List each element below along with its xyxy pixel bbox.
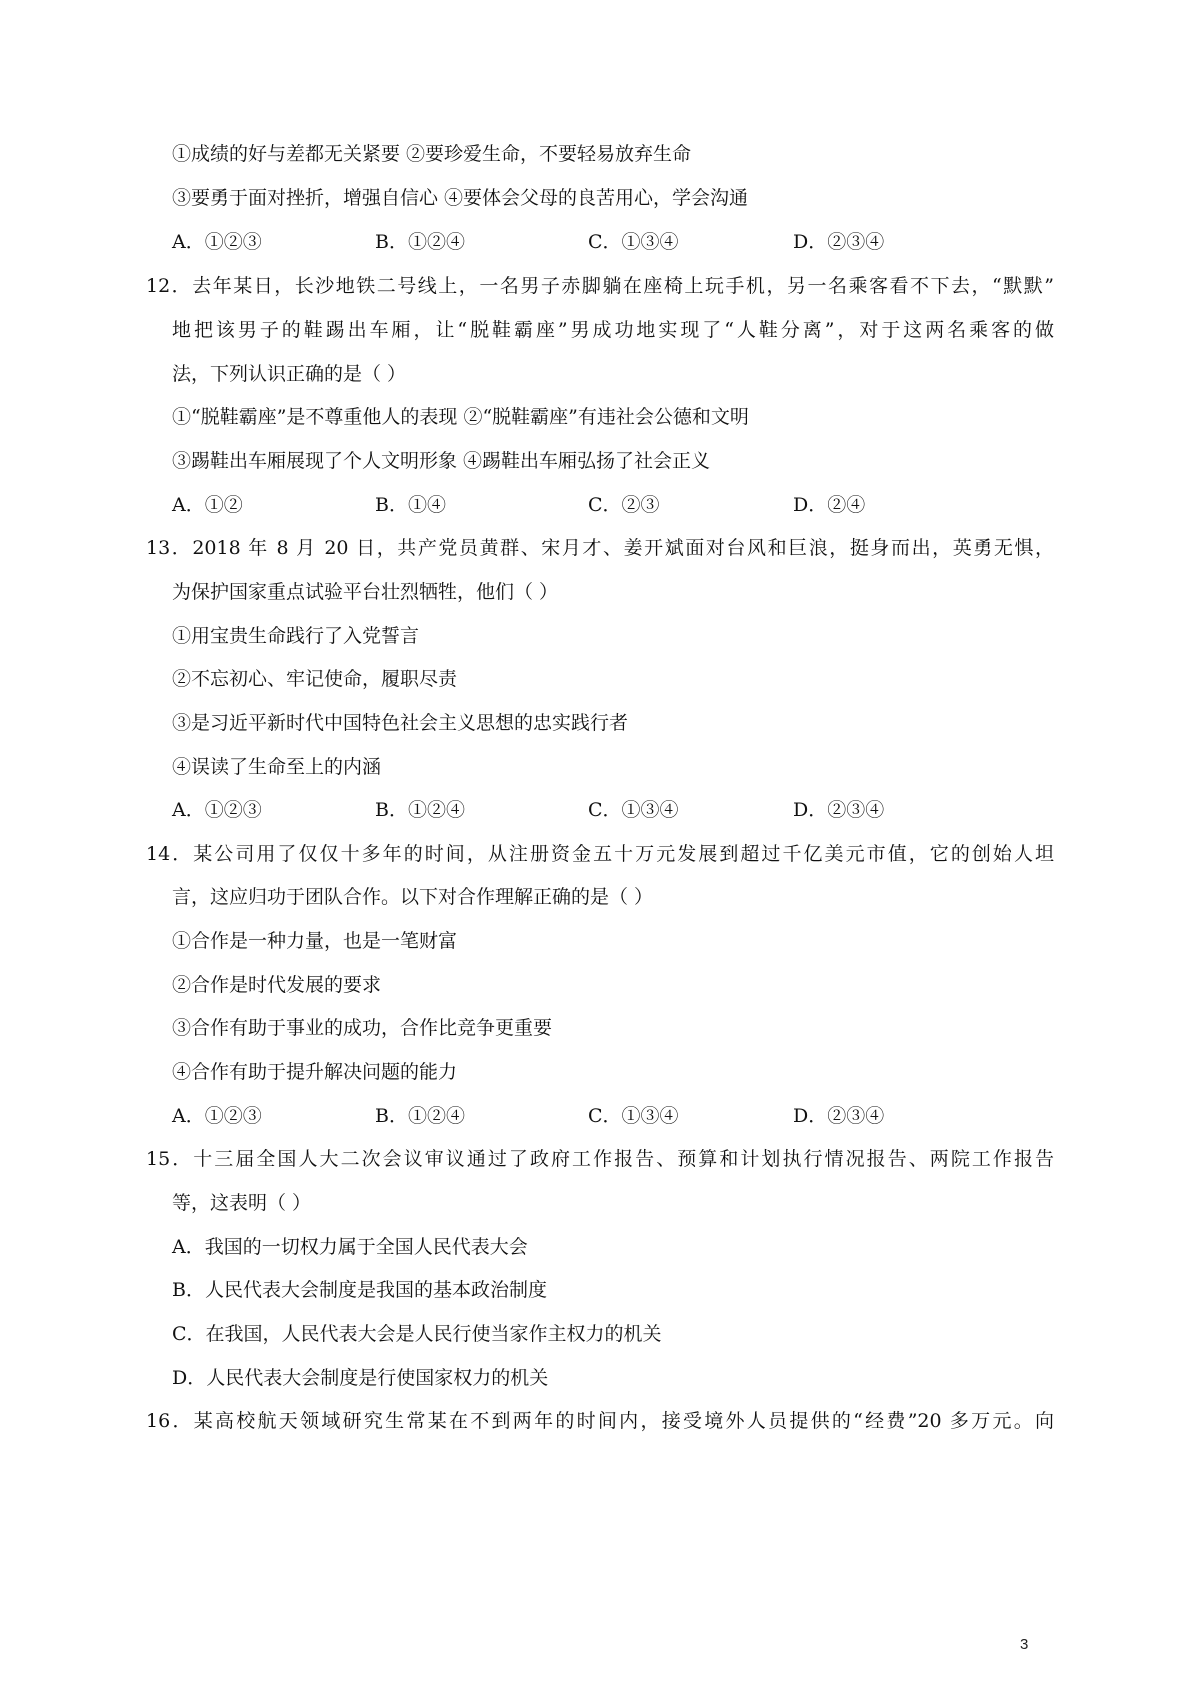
q11-option-c: C．①③④: [588, 231, 679, 253]
q11-option-d: D．②③④: [793, 231, 885, 253]
q14-option-a: A．①②③: [172, 1105, 262, 1127]
q12-stem-1: 12．去年某日，长沙地铁二号线上，一名男子赤脚躺在座椅上玩手机，另一名乘客看不下去，“默默”: [146, 275, 1054, 297]
q14-option-d: D．②③④: [793, 1105, 885, 1127]
q15-stem-1: 15．十三届全国人大二次会议审议通过了政府工作报告、预算和计划执行情况报告、两院工作报告: [146, 1148, 1054, 1170]
q13-option-a: A．①②③: [172, 799, 262, 821]
q11-option-b: B．①②④: [375, 231, 465, 253]
q14-item-3: ③合作有助于事业的成功，合作比竞争更重要: [172, 1017, 553, 1039]
q13-item-3: ③是习近平新时代中国特色社会主义思想的忠实践行者: [172, 712, 629, 734]
q12-statements-1: ①“脱鞋霸座”是不尊重他人的表现 ②“脱鞋霸座”有违社会公德和文明: [172, 406, 749, 428]
q14-item-2: ②合作是时代发展的要求: [172, 974, 382, 996]
q14-item-1: ①合作是一种力量，也是一笔财富: [172, 930, 458, 952]
q12-stem-3: 法，下列认识正确的是（ ）: [172, 363, 407, 385]
q11-option-a: A．①②③: [172, 231, 262, 253]
q11-statements-2: ③要勇于面对挫折，增强自信心 ④要体会父母的良苦用心，学会沟通: [172, 187, 749, 209]
q14-option-b: B．①②④: [375, 1105, 465, 1127]
q15-stem-2: 等，这表明（ ）: [172, 1192, 312, 1214]
q13-option-d: D．②③④: [793, 799, 885, 821]
q12-option-a: A．①②: [172, 494, 243, 516]
q12-option-b: B．①④: [375, 494, 446, 516]
q13-option-b: B．①②④: [375, 799, 465, 821]
q12-stem-2: 地把该男子的鞋踢出车厢，让“脱鞋霸座”男成功地实现了“人鞋分离”，对于这两名乘客的做: [172, 319, 1054, 341]
q14-stem-1: 14．某公司用了仅仅十多年的时间，从注册资金五十万元发展到超过千亿美元市值，它的创始人坦: [146, 843, 1054, 865]
q13-item-4: ④误读了生命至上的内涵: [172, 756, 382, 778]
q15-choice-a: A．我国的一切权力属于全国人民代表大会: [172, 1236, 528, 1258]
q13-stem-2: 为保护国家重点试验平台壮烈牺牲，他们（ ）: [172, 581, 559, 603]
page-number: 3: [1020, 1636, 1029, 1653]
q15-choice-b: B．人民代表大会制度是我国的基本政治制度: [172, 1279, 547, 1301]
q13-option-c: C．①③④: [588, 799, 679, 821]
q14-stem-2: 言，这应归功于团队合作。以下对合作理解正确的是（ ）: [172, 886, 654, 908]
q11-statements-1: ①成绩的好与差都无关紧要 ②要珍爱生命，不要轻易放弃生命: [172, 143, 692, 165]
q13-stem-1: 13．2018 年 8 月 20 日，共产党员黄群、宋月才、姜开斌面对台风和巨浪，挺身而出，英勇无惧，: [146, 537, 1054, 559]
q12-option-c: C．②③: [588, 494, 660, 516]
q15-choice-d: D．人民代表大会制度是行使国家权力的机关: [172, 1367, 549, 1389]
q16-stem-1: 16．某高校航天领域研究生常某在不到两年的时间内，接受境外人员提供的“经费”20 多万元。向: [146, 1410, 1054, 1432]
q13-item-1: ①用宝贵生命践行了入党誓言: [172, 625, 420, 647]
q14-item-4: ④合作有助于提升解决问题的能力: [172, 1061, 458, 1083]
q15-choice-c: C．在我国，人民代表大会是人民行使当家作主权力的机关: [172, 1323, 662, 1345]
q14-option-c: C．①③④: [588, 1105, 679, 1127]
q13-item-2: ②不忘初心、牢记使命，履职尽责: [172, 668, 458, 690]
q12-option-d: D．②④: [793, 494, 866, 516]
q12-statements-2: ③踢鞋出车厢展现了个人文明形象 ④踢鞋出车厢弘扬了社会正义: [172, 450, 711, 472]
